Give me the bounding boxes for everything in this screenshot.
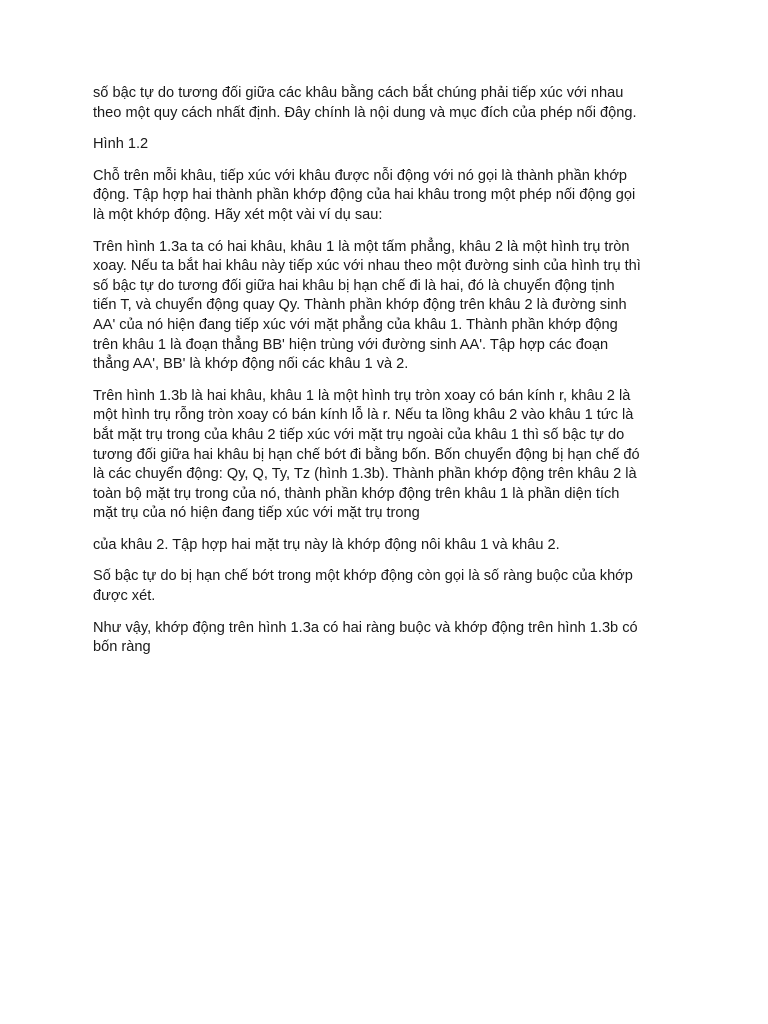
figure-caption-1-2: Hình 1.2 — [93, 136, 149, 153]
paragraph-joint-element: Chỗ trên mỗi khâu, tiếp xúc với khâu được nỗi động với nó gọi là thành phần khớp động. Tập hợp hai thành phần khớp động của hai khâu trong một phép nối động gọi là một khớp động. Hãy xét một vài ví dụ sau: — [93, 167, 636, 223]
paragraph-constraints-definition: Số bậc tự do bị hạn chế bớt trong một khớp động còn gọi là số ràng buộc của khớp được xét. — [93, 568, 633, 605]
paragraph-cylinder-joint: của khâu 2. Tập hợp hai mặt trụ này là khớp động nôi khâu 1 và khâu 2. — [93, 536, 560, 553]
paragraph-figure-1-3b: Trên hình 1.3b là hai khâu, khâu 1 là một hình trụ tròn xoay có bán kính r, khâu 2 là một hình trụ rỗng tròn xoay có bán kính lỗ là r. Nếu ta lồng khâu 2 vào khâu 1 tức là bắt mặt trụ trong của khâu 2 tiếp xúc với mặt trụ ngoài của khâu 1 thì số bậc tự do tương đối giữa hai khâu bị hạn chế bớt đi bằng bốn. Bốn chuyển động bị hạn chế đó là các chuyển động: Qy, Q, Ty, Tz (hình 1.3b). Thành phần khớp động trên khâu 2 là toàn bộ mặt trụ trong của nó, thành phần khớp động trên khâu 1 là phần diện tích mặt trụ của nó hiện đang tiếp xúc với mặt trụ trong — [93, 387, 640, 522]
document-body — [93, 84, 683, 670]
paragraph-intro-continuation: số bậc tự do tương đối giữa các khâu bằng cách bắt chúng phải tiếp xúc với nhau theo một quy cách nhất định. Đây chính là nội dung và mục đích của phép nối động. — [93, 85, 637, 121]
paragraph-constraints-summary: Như vậy, khớp động trên hình 1.3a có hai ràng buộc và khớp động trên hình 1.3b có bốn ràng — [93, 619, 638, 656]
paragraph-figure-1-3a: Trên hình 1.3a ta có hai khâu, khâu 1 là một tấm phẳng, khâu 2 là một hình trụ tròn xoay. Nếu ta bắt hai khâu này tiếp xúc với nhau theo một đường sinh của hình trụ thì số bậc tự do tương đối giữa hai khâu bị hạn chế đi là hai, đó là chuyển động tịnh tiến T, và chuyển động quay Qy. Thành phần khớp động trên khâu 2 là đường sinh AA' của nó hiện đang tiếp xúc với mặt phẳng của khâu 1. Thành phần khớp động trên khâu 1 là đoạn thẳng BB' hiện trùng với đường sinh AA'. Tập hợp các đoạn thẳng AA', BB' là khớp động nối các khâu 1 và 2. — [93, 238, 641, 373]
